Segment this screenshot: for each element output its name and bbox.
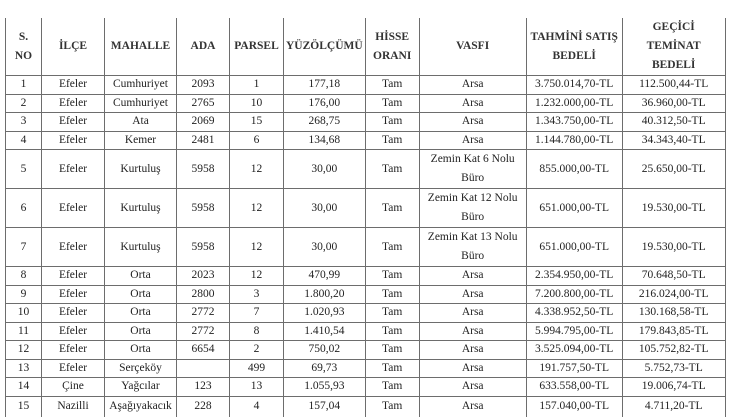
cell-ada: 123 — [177, 378, 230, 397]
vasfi-line: Arsa — [461, 96, 484, 109]
cell-ilce: Efeler — [42, 113, 105, 132]
cell-parsel: 10 — [230, 94, 284, 113]
cell-parsel: 12 — [230, 189, 284, 228]
cell-mahalle: Cumhuriyet — [105, 94, 177, 113]
cell-yuzolcumu: 1.020,93 — [284, 304, 366, 323]
cell-tahmini: 7.200.800,00-TL — [526, 285, 622, 304]
cell-vasfi — [419, 131, 526, 150]
cell-parsel: 3 — [230, 285, 284, 304]
cell-yuzolcumu: 177,18 — [284, 76, 366, 95]
column-header-line: HİSSE — [375, 30, 410, 43]
cell-vasfi — [419, 267, 526, 286]
cell-ada: 6654 — [177, 341, 230, 360]
cell-tahmini: 1.232.000,00-TL — [526, 94, 622, 113]
column-header-line: GEÇİCİ — [652, 21, 695, 33]
column-header-line: S. — [18, 30, 29, 43]
cell-teminat: 19.006,74-TL — [622, 378, 725, 397]
cell-yuzolcumu: 1.800,20 — [284, 285, 366, 304]
cell-ada: 2772 — [177, 304, 230, 323]
table-row — [6, 189, 726, 228]
column-header-line: MAHALLE — [110, 40, 171, 52]
cell-no: 3 — [6, 113, 42, 132]
cell-no: 5 — [6, 150, 42, 189]
column-header-line: VASFI — [456, 40, 490, 52]
cell-hisse: Tam — [365, 378, 419, 397]
cell-teminat: 70.648,50-TL — [622, 267, 725, 286]
cell-yuzolcumu: 30,00 — [284, 228, 366, 267]
column-header-line: ORANI — [373, 49, 412, 62]
cell-mahalle: Orta — [105, 341, 177, 360]
cell-yuzolcumu: 157,04 — [284, 396, 366, 417]
cell-hisse: Tam — [365, 228, 419, 267]
cell-no: 13 — [6, 359, 42, 378]
cell-mahalle: Serçeköy — [105, 359, 177, 378]
cell-vasfi — [419, 76, 526, 95]
cell-ada: 5958 — [177, 150, 230, 189]
cell-ada: 5958 — [177, 189, 230, 228]
cell-mahalle: Kurtuluş — [105, 228, 177, 267]
cell-tahmini: 651.000,00-TL — [526, 228, 622, 267]
cell-ada: 2069 — [177, 113, 230, 132]
cell-tahmini: 191.757,50-TL — [526, 359, 622, 378]
column-header-teminat — [622, 18, 725, 76]
cell-no: 2 — [6, 94, 42, 113]
column-header-ilce — [42, 18, 105, 76]
cell-tahmini: 2.354.950,00-TL — [526, 267, 622, 286]
vasfi-line: Arsa — [461, 115, 484, 128]
table-row — [6, 113, 726, 132]
cell-mahalle: Aşağıyakacık — [105, 396, 177, 417]
cell-mahalle: Orta — [105, 267, 177, 286]
cell-yuzolcumu: 470,99 — [284, 267, 366, 286]
cell-no: 4 — [6, 131, 42, 150]
cell-ilce: Efeler — [42, 285, 105, 304]
cell-vasfi — [419, 228, 526, 267]
cell-teminat: 179.843,85-TL — [622, 322, 725, 341]
cell-parsel: 12 — [230, 228, 284, 267]
cell-hisse: Tam — [365, 285, 419, 304]
cell-vasfi — [419, 359, 526, 378]
cell-hisse: Tam — [365, 113, 419, 132]
cell-hisse: Tam — [365, 131, 419, 150]
cell-teminat: 130.168,58-TL — [622, 304, 725, 323]
table-row — [6, 76, 726, 95]
cell-mahalle: Cumhuriyet — [105, 76, 177, 95]
cell-hisse: Tam — [365, 359, 419, 378]
cell-vasfi — [419, 378, 526, 397]
cell-ilce: Nazilli — [42, 396, 105, 417]
column-header-line: PARSEL — [234, 40, 279, 52]
cell-yuzolcumu: 30,00 — [284, 150, 366, 189]
column-header-tahmini — [526, 18, 622, 76]
cell-mahalle: Kurtuluş — [105, 189, 177, 228]
cell-ilce: Efeler — [42, 267, 105, 286]
vasfi-line: Arsa — [461, 343, 484, 356]
table-row — [6, 267, 726, 286]
cell-ilce: Efeler — [42, 341, 105, 360]
column-header-vasfi — [419, 18, 526, 76]
cell-ada: 228 — [177, 396, 230, 417]
cell-hisse: Tam — [365, 341, 419, 360]
vasfi-line: Büro — [461, 172, 485, 184]
cell-tahmini: 1.343.750,00-TL — [526, 113, 622, 132]
cell-ilce: Efeler — [42, 150, 105, 189]
vasfi-line: Büro — [461, 250, 485, 262]
cell-tahmini: 855.000,00-TL — [526, 150, 622, 189]
cell-ada: 2093 — [177, 76, 230, 95]
cell-ilce: Efeler — [42, 189, 105, 228]
cell-parsel: 7 — [230, 304, 284, 323]
header-row — [6, 18, 726, 76]
column-header-line: YÜZÖLÇÜMÜ — [286, 40, 363, 52]
vasfi-line: Zemin Kat 6 Nolu — [430, 153, 515, 165]
cell-no: 15 — [6, 396, 42, 417]
vasfi-line: Arsa — [461, 78, 484, 91]
cell-teminat: 216.024,00-TL — [622, 285, 725, 304]
cell-vasfi — [419, 285, 526, 304]
cell-tahmini: 5.994.795,00-TL — [526, 322, 622, 341]
cell-teminat: 25.650,00-TL — [622, 150, 725, 189]
cell-ilce: Efeler — [42, 94, 105, 113]
vasfi-line: Arsa — [461, 380, 484, 393]
cell-hisse: Tam — [365, 322, 419, 341]
cell-parsel: 13 — [230, 378, 284, 397]
vasfi-line: Büro — [461, 211, 485, 223]
cell-yuzolcumu: 69,73 — [284, 359, 366, 378]
property-sale-table — [5, 18, 726, 417]
cell-yuzolcumu: 268,75 — [284, 113, 366, 132]
table-row — [6, 341, 726, 360]
table-row — [6, 131, 726, 150]
cell-vasfi — [419, 322, 526, 341]
cell-no: 14 — [6, 378, 42, 397]
cell-parsel: 2 — [230, 341, 284, 360]
cell-teminat: 34.343,40-TL — [622, 131, 725, 150]
cell-ilce: Efeler — [42, 322, 105, 341]
cell-hisse: Tam — [365, 150, 419, 189]
column-header-line: NO — [14, 49, 33, 62]
cell-ilce: Efeler — [42, 304, 105, 323]
cell-vasfi — [419, 189, 526, 228]
cell-parsel: 15 — [230, 113, 284, 132]
cell-parsel: 1 — [230, 76, 284, 95]
cell-parsel: 12 — [230, 267, 284, 286]
cell-ilce: Çine — [42, 378, 105, 397]
column-header-hisse — [365, 18, 419, 76]
cell-teminat: 19.530,00-TL — [622, 189, 725, 228]
cell-teminat: 105.752,82-TL — [622, 341, 725, 360]
cell-hisse: Tam — [365, 396, 419, 417]
cell-no: 8 — [6, 267, 42, 286]
cell-parsel: 4 — [230, 396, 284, 417]
cell-parsel: 12 — [230, 150, 284, 189]
column-header-yuzolcumu — [284, 18, 366, 76]
cell-mahalle: Kemer — [105, 131, 177, 150]
table-row — [6, 322, 726, 341]
vasfi-line: Arsa — [461, 306, 484, 319]
cell-mahalle: Orta — [105, 304, 177, 323]
column-header-line: İLÇE — [58, 40, 88, 52]
column-header-line: TEMİNAT — [646, 40, 701, 52]
column-header-sno — [6, 18, 42, 76]
table-row — [6, 285, 726, 304]
vasfi-line: Zemin Kat 12 Nolu — [427, 192, 518, 204]
vasfi-line: Arsa — [461, 400, 484, 412]
table-row — [6, 378, 726, 397]
cell-no: 9 — [6, 285, 42, 304]
cell-mahalle: Orta — [105, 322, 177, 341]
cell-yuzolcumu: 1.055,93 — [284, 378, 366, 397]
cell-tahmini: 3.525.094,00-TL — [526, 341, 622, 360]
table-row — [6, 396, 726, 417]
column-header-ada — [177, 18, 230, 76]
cell-no: 12 — [6, 341, 42, 360]
column-header-parsel — [230, 18, 284, 76]
cell-hisse: Tam — [365, 94, 419, 113]
column-header-line: TAHMİNİ SATIŞ — [530, 30, 618, 43]
cell-vasfi — [419, 341, 526, 360]
vasfi-line: Arsa — [461, 287, 484, 300]
vasfi-line: Arsa — [461, 361, 484, 374]
cell-mahalle: Orta — [105, 285, 177, 304]
cell-no: 7 — [6, 228, 42, 267]
cell-ilce: Efeler — [42, 228, 105, 267]
column-header-line: BEDELİ — [552, 49, 596, 62]
cell-vasfi — [419, 150, 526, 189]
cell-ilce: Efeler — [42, 76, 105, 95]
cell-no: 11 — [6, 322, 42, 341]
cell-teminat: 40.312,50-TL — [622, 113, 725, 132]
cell-ada: 2800 — [177, 285, 230, 304]
cell-vasfi — [419, 304, 526, 323]
cell-yuzolcumu: 134,68 — [284, 131, 366, 150]
cell-hisse: Tam — [365, 189, 419, 228]
cell-yuzolcumu: 176,00 — [284, 94, 366, 113]
vasfi-line: Arsa — [461, 133, 484, 146]
cell-vasfi — [419, 113, 526, 132]
cell-mahalle: Kurtuluş — [105, 150, 177, 189]
cell-teminat: 19.530,00-TL — [622, 228, 725, 267]
table-row — [6, 359, 726, 378]
cell-mahalle: Ata — [105, 113, 177, 132]
cell-teminat: 112.500,44-TL — [622, 76, 725, 95]
cell-teminat: 36.960,00-TL — [622, 94, 725, 113]
cell-ada — [177, 359, 230, 378]
cell-yuzolcumu: 30,00 — [284, 189, 366, 228]
cell-no: 1 — [6, 76, 42, 95]
vasfi-line: Zemin Kat 13 Nolu — [427, 231, 518, 243]
column-header-line: BEDELİ — [651, 59, 696, 71]
cell-ada: 2481 — [177, 131, 230, 150]
table-row — [6, 304, 726, 323]
cell-parsel: 8 — [230, 322, 284, 341]
cell-tahmini: 157.040,00-TL — [526, 396, 622, 417]
cell-ilce: Efeler — [42, 359, 105, 378]
cell-tahmini: 633.558,00-TL — [526, 378, 622, 397]
cell-ada: 2765 — [177, 94, 230, 113]
cell-tahmini: 3.750.014,70-TL — [526, 76, 622, 95]
cell-mahalle: Yağcılar — [105, 378, 177, 397]
cell-parsel: 499 — [230, 359, 284, 378]
cell-yuzolcumu: 750,02 — [284, 341, 366, 360]
cell-hisse: Tam — [365, 304, 419, 323]
table-row — [6, 228, 726, 267]
table-body — [6, 76, 726, 417]
cell-ada: 5958 — [177, 228, 230, 267]
cell-ada: 2023 — [177, 267, 230, 286]
vasfi-line: Arsa — [461, 269, 484, 282]
cell-teminat: 4.711,20-TL — [622, 396, 725, 417]
column-header-mahalle — [105, 18, 177, 76]
cell-tahmini: 1.144.780,00-TL — [526, 131, 622, 150]
table-row — [6, 94, 726, 113]
column-header-line: ADA — [190, 40, 216, 52]
cell-tahmini: 651.000,00-TL — [526, 189, 622, 228]
cell-hisse: Tam — [365, 267, 419, 286]
cell-ilce: Efeler — [42, 131, 105, 150]
cell-teminat: 5.752,73-TL — [622, 359, 725, 378]
table-row — [6, 150, 726, 189]
vasfi-line: Arsa — [461, 324, 484, 337]
cell-hisse: Tam — [365, 76, 419, 95]
cell-vasfi — [419, 94, 526, 113]
cell-no: 10 — [6, 304, 42, 323]
cell-tahmini: 4.338.952,50-TL — [526, 304, 622, 323]
cell-parsel: 6 — [230, 131, 284, 150]
cell-yuzolcumu: 1.410,54 — [284, 322, 366, 341]
cell-vasfi — [419, 396, 526, 417]
cell-no: 6 — [6, 189, 42, 228]
cell-ada: 2772 — [177, 322, 230, 341]
